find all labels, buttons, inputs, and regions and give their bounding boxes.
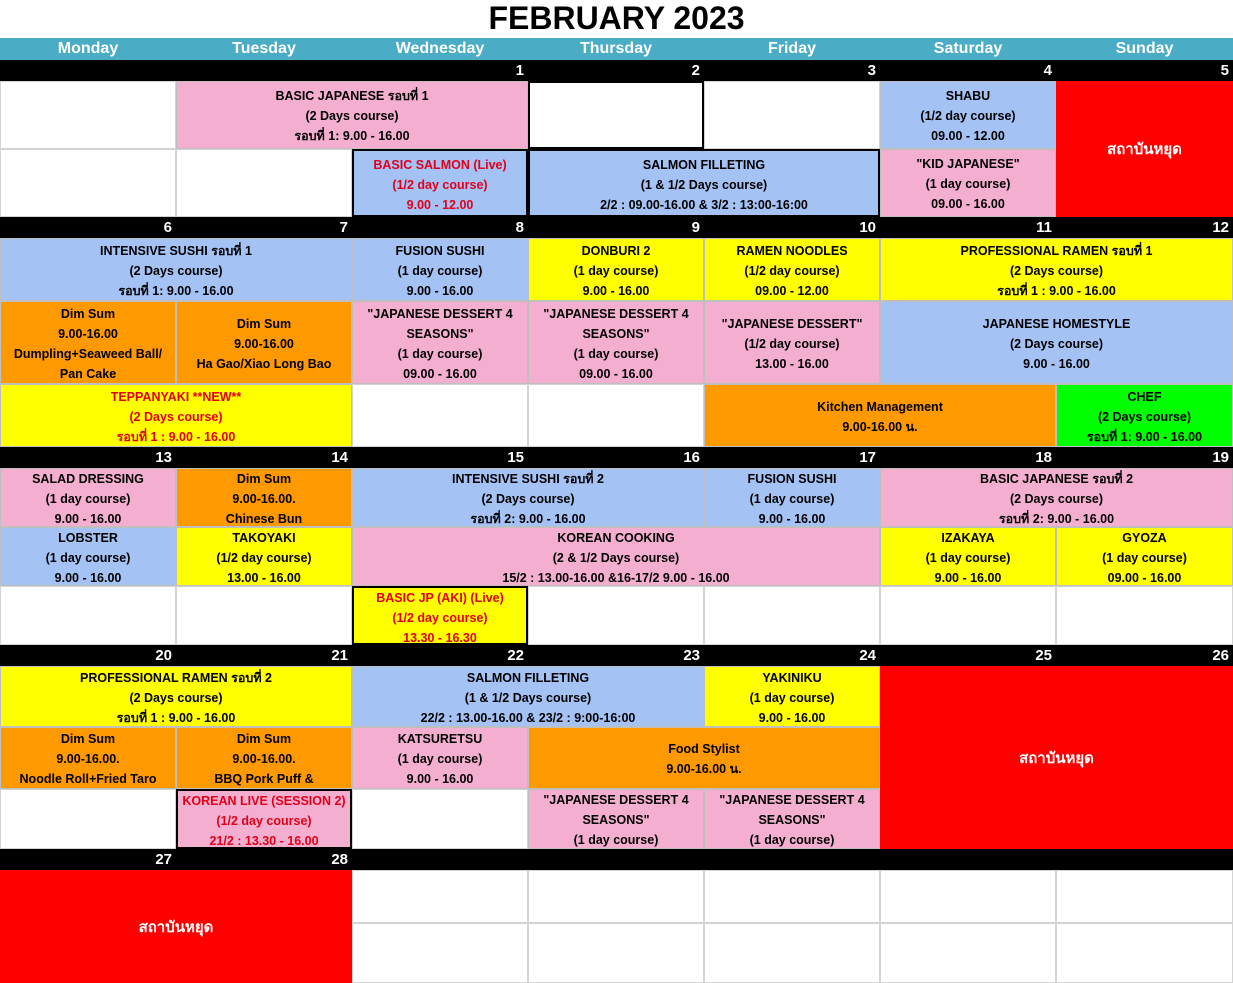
event-line: KATSURETSU	[397, 732, 483, 746]
event-line: (2 Days course)	[1097, 410, 1192, 424]
course-event[interactable]	[880, 81, 1056, 149]
event-line: 9.00 - 16.00	[1023, 357, 1090, 371]
empty-cell	[528, 923, 704, 983]
day-header-wednesday: Wednesday	[352, 38, 528, 60]
date-number: 20	[155, 647, 172, 664]
event-line: (1 day course)	[397, 752, 483, 766]
event-line: (2 & 1/2 Days course)	[552, 551, 680, 565]
course-event[interactable]	[880, 149, 1056, 217]
event-line: (2 Days course)	[129, 410, 223, 424]
calendar-title: FEBRUARY 2023	[488, 0, 745, 36]
course-event[interactable]	[880, 238, 1233, 301]
event-line: (1 day course)	[749, 833, 835, 847]
event-line: (1 day course)	[45, 492, 131, 506]
event-line: "JAPANESE DESSERT 4	[543, 307, 689, 321]
empty-cell	[0, 149, 176, 217]
event-line: รอบที่ 1: 9.00 - 16.00	[294, 129, 410, 143]
date-number	[528, 849, 704, 870]
event-line: (1 day course)	[1102, 551, 1187, 565]
date-number: 14	[331, 449, 348, 466]
event-line: (1 day course)	[573, 833, 659, 847]
event-line: 09.00 - 16.00	[1107, 571, 1182, 585]
event-line: Pan Cake	[59, 367, 117, 381]
event-line: (1 day course)	[45, 551, 131, 565]
event-line: 9.00 - 16.00	[934, 571, 1002, 585]
date-number: 8	[515, 219, 524, 236]
event-line: 9.00-16.00 น.	[842, 420, 918, 434]
event-line: Dim Sum	[60, 307, 116, 321]
event-line: (1/2 day course)	[216, 551, 312, 565]
day-header-tuesday: Tuesday	[176, 38, 352, 60]
empty-cell	[528, 384, 704, 447]
date-number: 18	[1035, 449, 1052, 466]
event-line: Noodle Roll+Fried Taro	[19, 772, 157, 786]
empty-cell	[1056, 586, 1233, 645]
event-line: (2 Days course)	[129, 691, 223, 705]
date-number: 1	[515, 62, 524, 79]
empty-cell	[1056, 870, 1233, 923]
event-line: SEASONS"	[758, 813, 826, 827]
holiday-cell: สถาบันหยุด	[0, 870, 352, 983]
event-line: (1/2 day course)	[744, 264, 840, 278]
event-line: PROFESSIONAL RAMEN รอบที่ 2	[80, 671, 272, 685]
course-event[interactable]	[352, 238, 528, 301]
event-line: SEASONS"	[406, 327, 474, 341]
empty-cell	[352, 384, 528, 447]
day-header-saturday: Saturday	[880, 38, 1056, 60]
event-line: "JAPANESE DESSERT 4	[719, 793, 865, 807]
event-line: (1 day course)	[397, 264, 483, 278]
event-line: (1 day course)	[749, 691, 835, 705]
course-event[interactable]	[176, 301, 352, 384]
event-line: (1/2 day course)	[392, 611, 488, 625]
event-line: Dim Sum	[236, 317, 292, 331]
empty-cell	[704, 923, 880, 983]
date-number: 2	[691, 62, 700, 79]
event-line: 9.00-16.00 น.	[666, 762, 742, 776]
date-number: 15	[507, 449, 524, 466]
event-line: 09.00 - 12.00	[931, 129, 1005, 143]
empty-cell	[176, 149, 352, 217]
event-line: CHEF	[1127, 390, 1162, 404]
course-event[interactable]	[0, 527, 176, 586]
event-line: BBQ Pork Puff &	[214, 772, 314, 786]
event-line: 09.00 - 12.00	[755, 284, 829, 298]
event-line: Kitchen Management	[817, 400, 943, 414]
event-line: (2 Days course)	[129, 264, 223, 278]
course-event[interactable]	[352, 586, 528, 645]
course-event[interactable]	[704, 238, 880, 301]
empty-cell	[0, 586, 176, 645]
date-number: 16	[683, 449, 700, 466]
event-line: BASIC JP (AKI) (Live)	[376, 591, 504, 605]
empty-cell	[528, 870, 704, 923]
course-event[interactable]	[352, 727, 528, 789]
event-line: 9.00 - 12.00	[406, 198, 474, 212]
day-header-thursday: Thursday	[528, 38, 704, 60]
date-number	[704, 849, 880, 870]
event-line: SALMON FILLETING	[642, 158, 766, 172]
event-line: Ha Gao/Xiao Long Bao	[196, 357, 332, 371]
date-number	[352, 849, 528, 870]
event-line: 13.30 - 16.30	[403, 631, 477, 645]
course-event[interactable]	[704, 301, 880, 384]
course-event[interactable]	[176, 468, 352, 527]
event-line: DONBURI 2	[581, 244, 651, 258]
event-line: Dim Sum	[236, 472, 292, 486]
date-number: 6	[163, 219, 172, 236]
course-event[interactable]	[352, 527, 880, 586]
course-event[interactable]	[1056, 384, 1233, 447]
event-line: Food Stylist	[668, 742, 740, 756]
event-line: 9.00 - 16.00	[406, 284, 474, 298]
holiday-cell: สถาบันหยุด	[880, 666, 1233, 849]
event-line: รอบที่ 2: 9.00 - 16.00	[470, 512, 586, 526]
course-event[interactable]	[0, 666, 352, 727]
course-event[interactable]	[528, 238, 704, 301]
event-line: Chinese Bun	[225, 512, 303, 526]
event-line: รอบที่ 1 : 9.00 - 16.00	[997, 284, 1116, 298]
date-number: 19	[1212, 449, 1229, 466]
empty-cell	[704, 81, 880, 149]
course-event[interactable]	[528, 789, 704, 849]
event-line: 09.00 - 16.00	[931, 197, 1005, 211]
date-number: 4	[1043, 62, 1052, 79]
date-number: 9	[691, 219, 700, 236]
event-line: KOREAN COOKING	[557, 531, 675, 545]
date-number: 28	[331, 851, 348, 868]
event-line: (1 & 1/2 Days course)	[464, 691, 592, 705]
event-line: 9.00 - 16.00	[758, 711, 826, 725]
empty-cell	[528, 586, 704, 645]
event-line: (1/2 day course)	[392, 178, 488, 192]
event-line: SEASONS"	[582, 327, 650, 341]
event-line: 9.00-16.00.	[232, 752, 296, 766]
course-event[interactable]	[704, 384, 1056, 447]
day-header-sunday: Sunday	[1056, 38, 1233, 60]
event-line: (2 Days course)	[1009, 264, 1104, 278]
event-line: IZAKAYA	[941, 531, 995, 545]
empty-cell	[176, 586, 352, 645]
event-line: LOBSTER	[58, 531, 118, 545]
empty-cell	[704, 870, 880, 923]
date-number: 11	[1036, 219, 1052, 236]
event-line: 2/2 : 09.00-16.00 & 3/2 : 13:00-16:00	[600, 198, 808, 212]
event-line: (1/2 day course)	[920, 109, 1016, 123]
event-line: (2 Days course)	[1009, 492, 1104, 506]
empty-cell	[528, 81, 704, 149]
course-event[interactable]	[176, 727, 352, 789]
course-event[interactable]	[880, 527, 1056, 586]
date-number: 27	[155, 851, 172, 868]
event-line: 9.00 - 16.00	[54, 571, 122, 585]
event-line: (1 day course)	[749, 492, 835, 506]
course-event[interactable]	[704, 789, 880, 849]
event-line: "JAPANESE DESSERT 4	[543, 793, 689, 807]
event-line: 9.00 - 16.00	[582, 284, 650, 298]
event-line: 9.00 - 16.00	[758, 512, 826, 526]
course-event[interactable]	[528, 727, 880, 789]
course-event[interactable]	[176, 789, 352, 849]
event-line: 9.00-16.00.	[56, 752, 120, 766]
empty-cell	[0, 789, 176, 849]
event-line: 9.00-16.00	[234, 337, 294, 351]
date-number: 12	[1212, 219, 1229, 236]
event-line: รอบที่ 1: 9.00 - 16.00	[1086, 430, 1203, 444]
event-line: 9.00-16.00.	[232, 492, 296, 506]
date-number: 3	[867, 62, 876, 79]
course-event[interactable]	[352, 468, 704, 527]
date-number: 13	[155, 449, 172, 466]
event-line: "KID JAPANESE"	[916, 157, 1020, 171]
date-number	[0, 60, 176, 81]
date-number: 10	[859, 219, 876, 236]
event-line: (1 day course)	[397, 347, 483, 361]
date-number: 21	[331, 647, 348, 664]
event-line: (2 Days course)	[481, 492, 575, 506]
event-line: GYOZA	[1122, 531, 1167, 545]
day-header-friday: Friday	[704, 38, 880, 60]
event-line: (1 & 1/2 Days course)	[640, 178, 768, 192]
date-number	[880, 849, 1056, 870]
event-line: TEPPANYAKI **NEW**	[110, 390, 242, 404]
course-event[interactable]	[352, 149, 528, 217]
date-number: 26	[1212, 647, 1229, 664]
date-number	[176, 60, 352, 81]
date-number: 25	[1035, 647, 1052, 664]
course-event[interactable]	[528, 301, 704, 384]
empty-cell	[880, 586, 1056, 645]
event-line: 21/2 : 13.30 - 16.00	[209, 834, 319, 848]
event-line: SALMON FILLETING	[466, 671, 590, 685]
event-line: 9.00 - 16.00	[54, 512, 122, 526]
course-event[interactable]	[0, 468, 176, 527]
event-line: (1 day course)	[573, 347, 659, 361]
event-line: (1 day course)	[925, 177, 1011, 191]
event-line: 22/2 : 13.00-16.00 & 23/2 : 9:00-16:00	[420, 711, 636, 725]
course-event[interactable]	[0, 384, 352, 447]
event-line: INTENSIVE SUSHI รอบที่ 2	[452, 472, 604, 486]
event-line: Dim Sum	[236, 732, 292, 746]
event-line: INTENSIVE SUSHI รอบที่ 1	[100, 244, 252, 258]
event-line: SALAD DRESSING	[32, 472, 144, 486]
course-event[interactable]	[176, 527, 352, 586]
event-line: 13.00 - 16.00	[755, 357, 829, 371]
date-number	[1056, 849, 1233, 870]
event-line: (2 Days course)	[1009, 337, 1104, 351]
event-line: รอบที่ 1 : 9.00 - 16.00	[116, 430, 236, 444]
event-line: 9.00 - 16.00	[406, 772, 474, 786]
course-event[interactable]	[0, 727, 176, 789]
holiday-cell: สถาบันหยุด	[1056, 81, 1233, 217]
event-line: Dim Sum	[60, 732, 116, 746]
day-header-monday: Monday	[0, 38, 176, 60]
empty-cell	[0, 81, 176, 149]
event-line: "JAPANESE DESSERT 4	[367, 307, 513, 321]
event-line: FUSION SUSHI	[747, 472, 837, 486]
course-event[interactable]	[880, 468, 1233, 527]
event-line: (2 Days course)	[305, 109, 399, 123]
event-line: รอบที่ 1: 9.00 - 16.00	[118, 284, 234, 298]
course-event[interactable]	[176, 81, 528, 149]
empty-cell	[704, 586, 880, 645]
event-line: JAPANESE HOMESTYLE	[982, 317, 1131, 331]
course-event[interactable]	[528, 149, 880, 217]
event-line: (1 day course)	[573, 264, 659, 278]
event-line: BASIC JAPANESE รอบที่ 1	[275, 89, 429, 103]
course-event[interactable]	[1056, 527, 1233, 586]
event-line: 13.00 - 16.00	[227, 571, 301, 585]
event-line: 09.00 - 16.00	[579, 367, 653, 381]
event-line: PROFESSIONAL RAMEN รอบที่ 1	[960, 244, 1153, 258]
date-number: 24	[859, 647, 876, 664]
event-line: KOREAN LIVE (SESSION 2)	[182, 794, 346, 808]
event-line: "JAPANESE DESSERT"	[721, 317, 863, 331]
course-event[interactable]	[704, 666, 880, 727]
event-line: (1/2 day course)	[216, 814, 312, 828]
date-number: 7	[339, 219, 348, 236]
event-line: 9.00-16.00	[58, 327, 118, 341]
event-line: TAKOYAKI	[232, 531, 296, 545]
empty-cell	[352, 870, 528, 923]
event-line: BASIC SALMON (Live)	[373, 158, 507, 172]
event-line: รอบที่ 1 : 9.00 - 16.00	[116, 711, 236, 725]
event-line: RAMEN NOODLES	[736, 244, 848, 258]
event-line: Dumpling+Seaweed Ball/	[13, 347, 163, 361]
course-event[interactable]	[352, 666, 704, 727]
event-line: FUSION SUSHI	[395, 244, 485, 258]
event-line: (1/2 day course)	[744, 337, 840, 351]
empty-cell	[880, 923, 1056, 983]
date-number: 23	[683, 647, 700, 664]
date-number: 5	[1220, 62, 1229, 79]
empty-cell	[1056, 923, 1233, 983]
course-event[interactable]	[704, 468, 880, 527]
event-line: (1 day course)	[925, 551, 1011, 565]
course-event[interactable]	[880, 301, 1233, 384]
event-line: รอบที่ 2: 9.00 - 16.00	[998, 512, 1115, 526]
event-line: SEASONS"	[582, 813, 650, 827]
event-line: YAKINIKU	[762, 671, 822, 685]
event-line: SHABU	[945, 89, 991, 103]
date-number: 22	[507, 647, 524, 664]
course-event[interactable]	[0, 238, 352, 301]
empty-cell	[352, 923, 528, 983]
empty-cell	[880, 870, 1056, 923]
course-event[interactable]	[0, 301, 176, 384]
empty-cell	[352, 789, 528, 849]
date-number: 17	[859, 449, 876, 466]
course-event[interactable]	[352, 301, 528, 384]
event-line: BASIC JAPANESE รอบที่ 2	[979, 472, 1134, 486]
event-line: 09.00 - 16.00	[403, 367, 477, 381]
event-line: 15/2 : 13.00-16.00 &16-17/2 9.00 - 16.00	[502, 571, 730, 585]
